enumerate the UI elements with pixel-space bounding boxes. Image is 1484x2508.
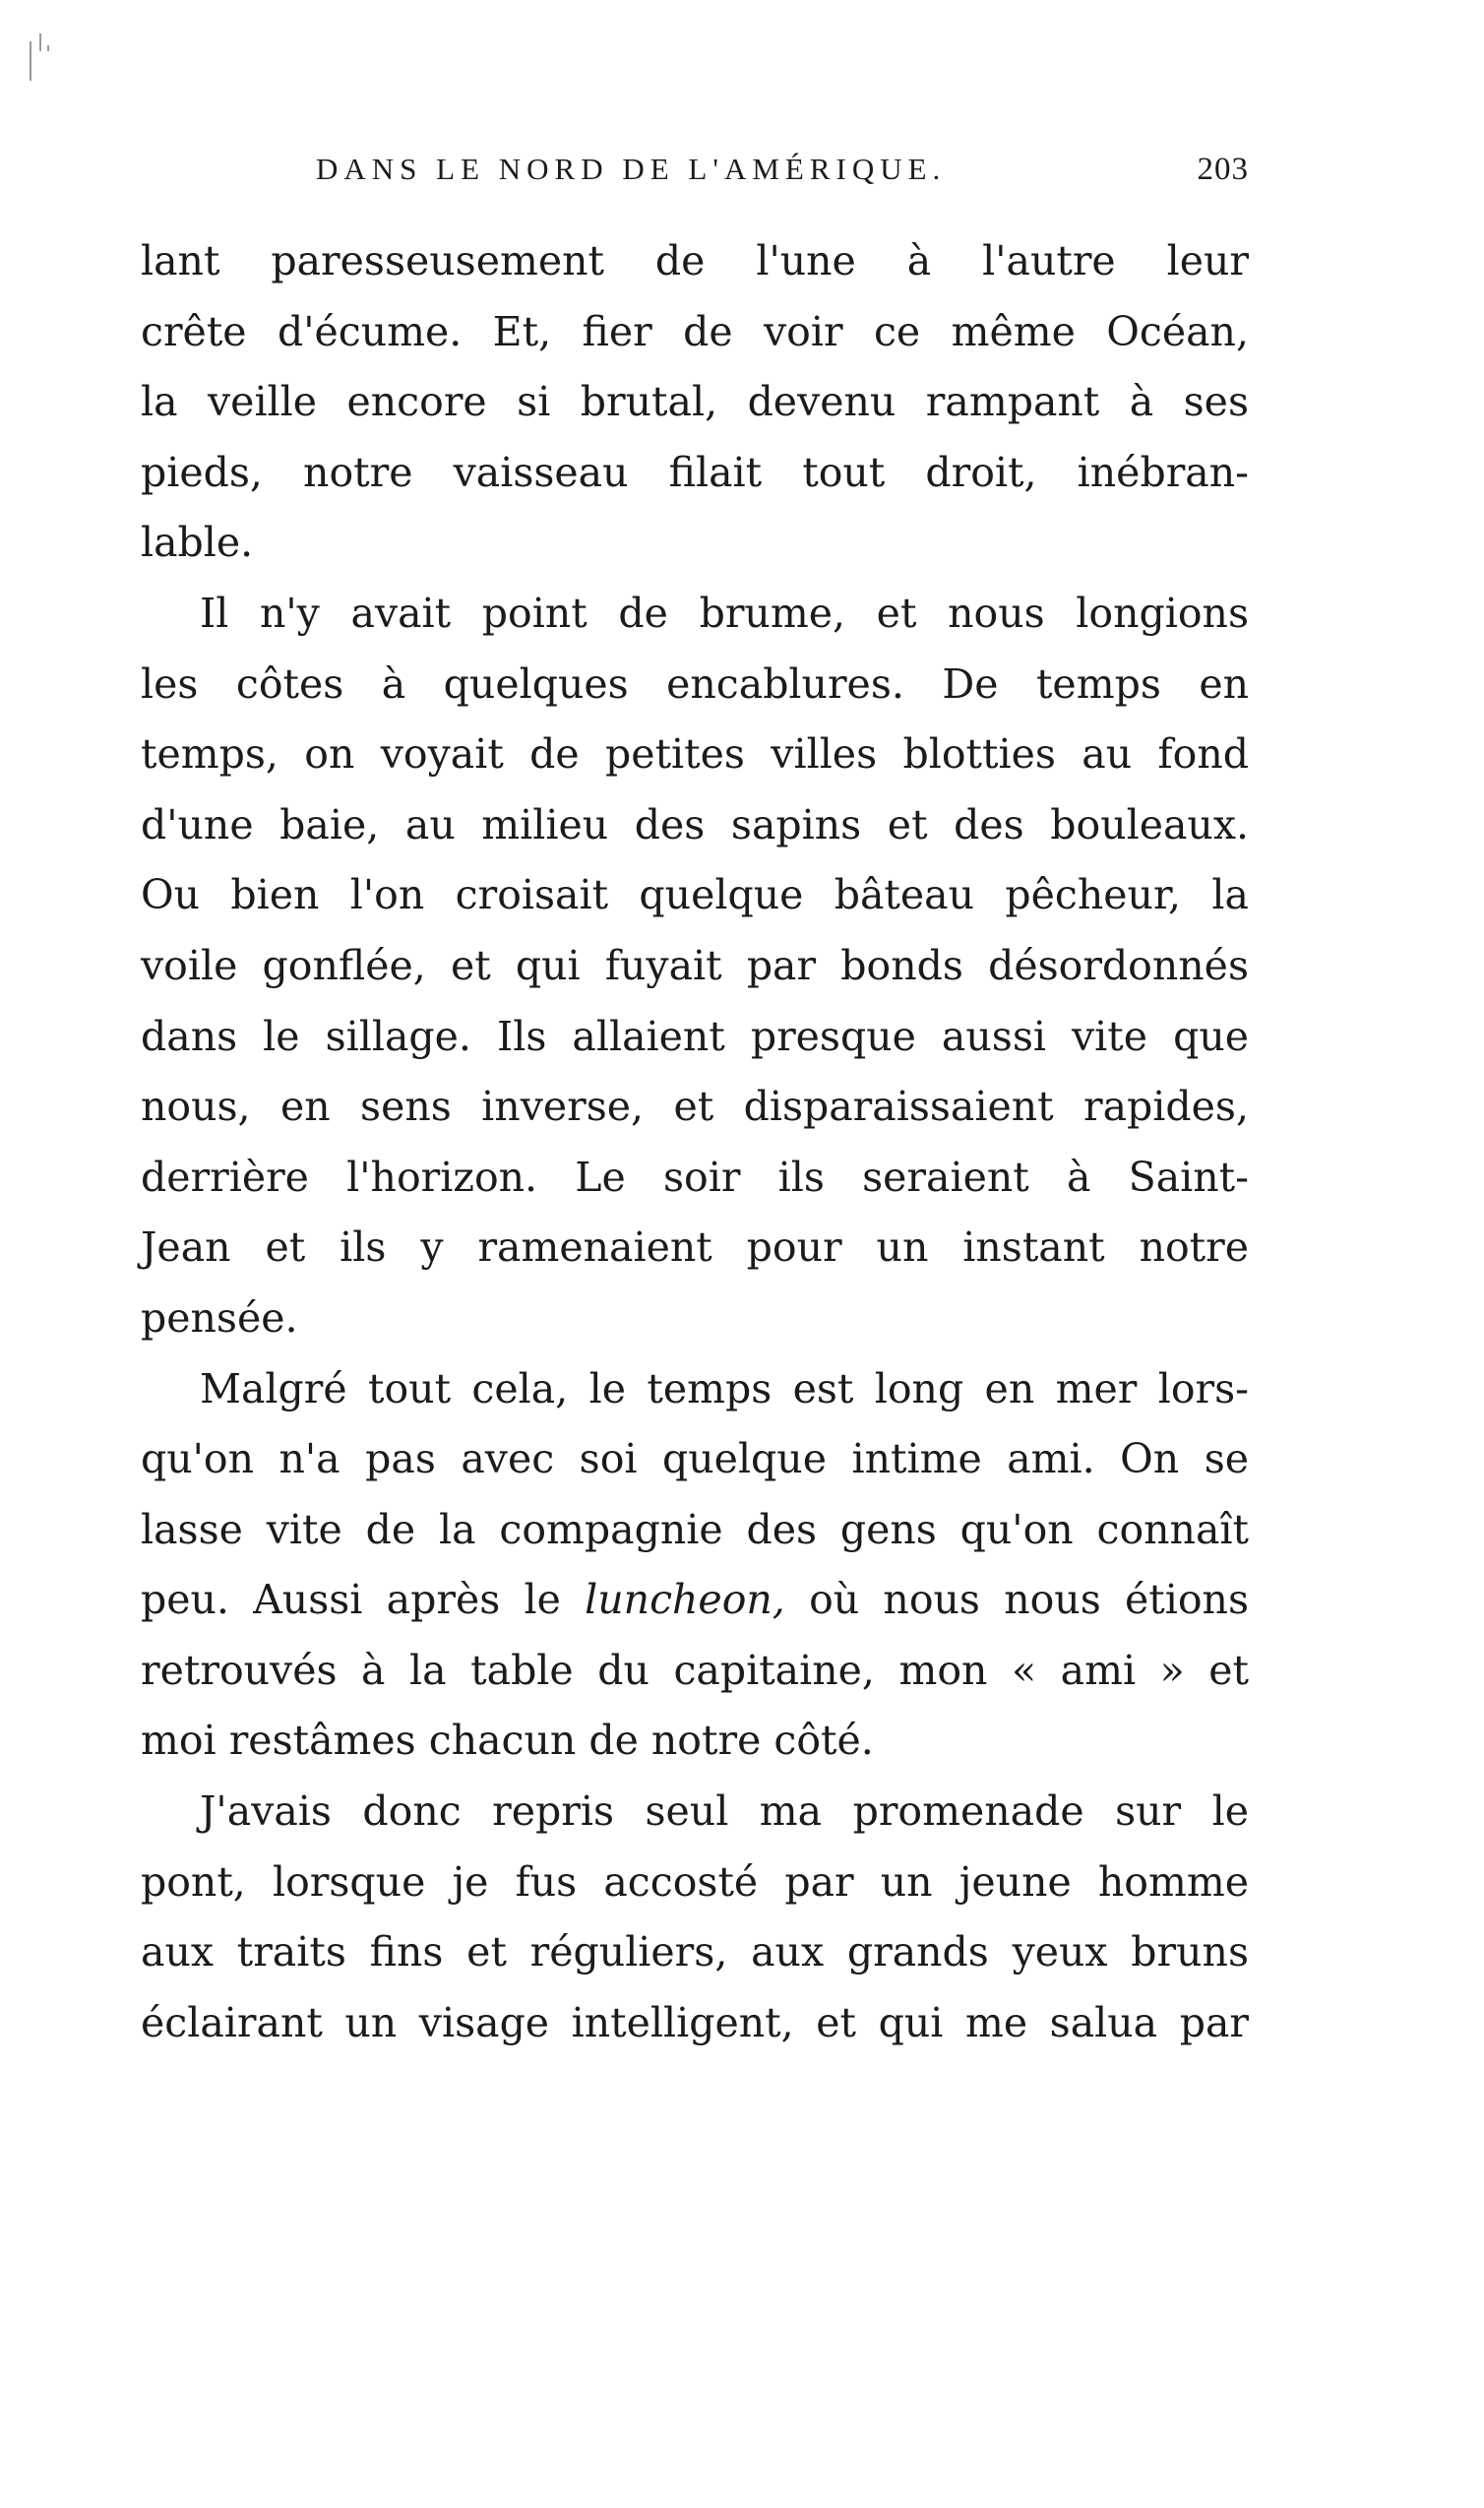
text-line: pont, lorsque je fus accosté par un jeune homme bbox=[141, 1857, 1249, 1906]
paragraph-3 bbox=[141, 1354, 1249, 1778]
running-title: DANS LE NORD DE L'AMÉRIQUE. bbox=[316, 152, 947, 186]
body-text bbox=[141, 226, 1249, 2058]
margin-specks bbox=[30, 33, 69, 96]
italic-word-luncheon: luncheon, bbox=[585, 1576, 785, 1624]
text-line: J'avais donc repris seul ma promenade sur le bbox=[200, 1787, 1249, 1836]
text-line: temps, on voyait de petites villes blotties au fond bbox=[141, 730, 1249, 779]
text-line: d'une baie, au milieu des sapins et des bouleaux. bbox=[141, 800, 1249, 848]
paragraph-2 bbox=[141, 579, 1249, 1354]
text-line: pensée. bbox=[141, 1293, 298, 1342]
text-line: la veille encore si brutal, devenu rampant à ses bbox=[141, 378, 1249, 426]
text-line: lant paresseusement de l'une à l'autre leur bbox=[141, 237, 1249, 284]
text-line: Malgré tout cela, le temps est long en mer lors- bbox=[200, 1364, 1249, 1412]
text-line: aux traits fins et réguliers, aux grands yeux bruns bbox=[141, 1928, 1249, 1976]
text-line: lasse vite de la compagnie des gens qu'on connaît bbox=[141, 1505, 1249, 1553]
text-line: éclairant un visage intelligent, et qui me salua par bbox=[141, 1998, 1249, 2046]
text-line: les côtes à quelques encablures. De temps en bbox=[141, 659, 1249, 708]
text-line: crête d'écume. Et, fier de voir ce même Océan, bbox=[141, 307, 1249, 355]
text-segment: où nous nous étions bbox=[784, 1576, 1249, 1624]
text-line: nous, en sens inverse, et disparaissaient rapides, bbox=[141, 1083, 1249, 1131]
text-line: dans le sillage. Ils allaient presque aussi vite que bbox=[141, 1012, 1249, 1060]
text-line: lable. bbox=[141, 519, 254, 567]
running-head bbox=[141, 150, 1249, 201]
paragraph-4 bbox=[141, 1777, 1249, 2058]
text-line-with-italic bbox=[141, 1565, 1249, 1636]
text-line: Ou bien l'on croisait quelque bâteau pêcheur, la bbox=[141, 871, 1249, 919]
page-number: 203 bbox=[1197, 152, 1249, 187]
text-line: qu'on n'a pas avec soi quelque intime ami. On se bbox=[141, 1435, 1249, 1483]
text-line: derrière l'horizon. Le soir ils seraient à Saint- bbox=[141, 1153, 1249, 1201]
text-line: Jean et ils y ramenaient pour un instant notre bbox=[141, 1223, 1249, 1272]
paragraph-1 bbox=[141, 226, 1249, 579]
text-line: moi restâmes chacun de notre côté. bbox=[141, 1717, 874, 1765]
text-line: retrouvés à la table du capitaine, mon « ami » et bbox=[141, 1646, 1249, 1694]
text-segment: peu. Aussi après le bbox=[141, 1576, 586, 1624]
text-line: Il n'y avait point de brume, et nous longions bbox=[200, 589, 1249, 637]
text-line: pieds, notre vaisseau filait tout droit, inébran- bbox=[141, 448, 1249, 496]
text-line: voile gonflée, et qui fuyait par bonds désordonnés bbox=[141, 941, 1249, 989]
